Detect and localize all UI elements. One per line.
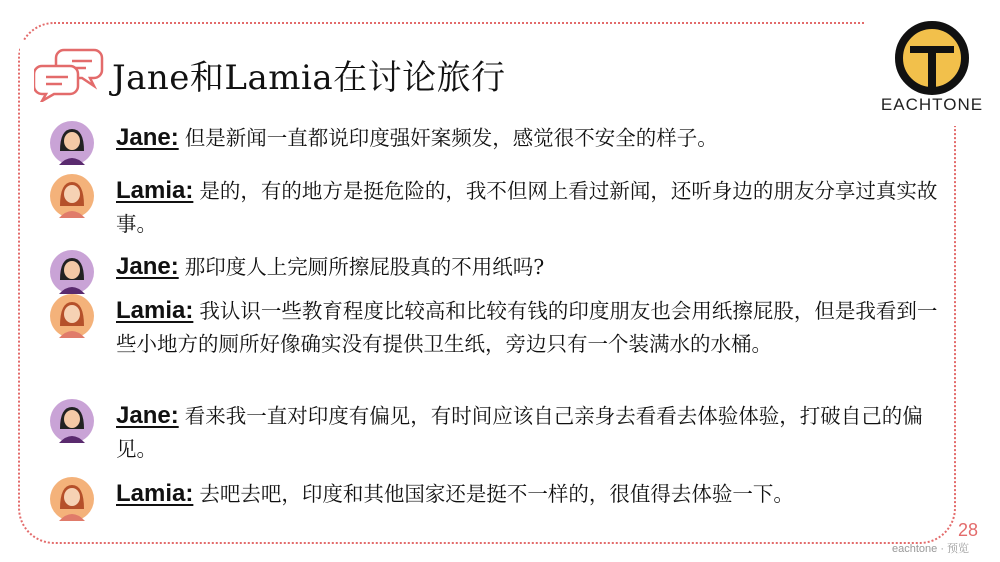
speaker-name: Jane: — [116, 124, 179, 151]
dialogue-text: 我认识一些教育程度比较高和比较有钱的印度朋友也会用纸擦屁股，但是我看到一些小地方的厕所好像确实没有提供卫生纸，旁边只有一个装满水的水桶。 — [116, 299, 938, 356]
page-number: 28 — [958, 520, 979, 540]
speaker-name: Lamia: — [116, 480, 194, 507]
lamia-avatar-icon — [50, 477, 94, 521]
jane-avatar-icon — [50, 399, 94, 443]
watermark: eachtone · 预览 — [892, 543, 970, 555]
speaker-name: Lamia: — [116, 177, 194, 204]
page-title: Jane和Lamia在讨论旅行 — [112, 58, 506, 98]
dialogue-text: 是的，有的地方是挺危险的，我不但网上看过新闻，还听身边的朋友分享过真实故事。 — [116, 179, 938, 236]
dialogue-text: 那印度人上完厕所擦屁股真的不用纸吗? — [184, 255, 545, 279]
speaker-name: Lamia: — [116, 297, 194, 324]
speaker-name: Jane: — [116, 402, 179, 429]
eachtone-logo — [876, 18, 988, 118]
jane-avatar-icon — [50, 250, 94, 294]
logo-mark-icon — [876, 18, 988, 98]
lamia-avatar-icon — [50, 174, 94, 218]
dialogue-text: 去吧去吧，印度和其他国家还是挺不一样的，很值得去体验一下。 — [199, 482, 794, 506]
lamia-avatar-icon — [50, 294, 94, 338]
jane-avatar-icon — [50, 121, 94, 165]
dialogue-text: 看来我一直对印度有偏见，有时间应该自己亲身去看看去体验体验，打破自己的偏见。 — [116, 404, 923, 461]
speaker-name: Jane: — [116, 253, 179, 280]
chat-bubbles-icon — [34, 44, 104, 102]
dialogue-text: 但是新闻一直都说印度强奸案频发，感觉很不安全的样子。 — [184, 126, 718, 150]
logo-text: EACHTONE — [880, 95, 984, 114]
